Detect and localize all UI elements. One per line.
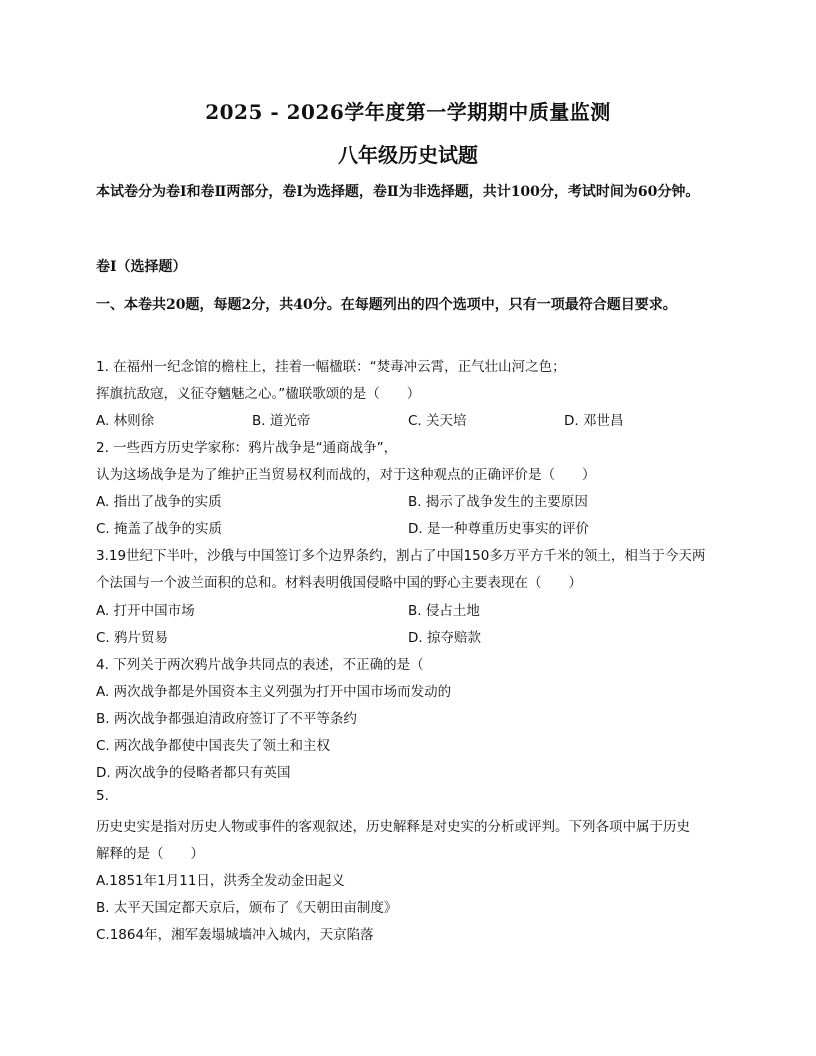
question-1-option-b: B. 道光帝 <box>252 413 311 429</box>
question-5-stem-line-1: 历史史实是指对历史人物或事件的客观叙述，历史解释是对史实的分析或评判。下列各项中属于历史 <box>96 819 690 835</box>
question-1-stem-line-2: 挥旗抗敌寇，义征夺魑魅之心。”楹联歌颂的是（ ） <box>96 386 421 402</box>
question-3-stem-line-1: 3.19世纪下半叶，沙俄与中国签订多个边界条约，割占了中国150多万平方千米的领土，相当于今天两 <box>96 548 706 564</box>
question-1-option-a: A. 林则徐 <box>96 413 155 429</box>
question-1-option-c: C. 关天培 <box>408 413 467 429</box>
question-5-number: 5. <box>96 788 109 804</box>
question-2-option-b: B. 揭示了战争发生的主要原因 <box>408 494 588 510</box>
question-4-option-b: B. 两次战争都强迫清政府签订了不平等条约 <box>96 711 357 727</box>
question-5-option-a: A.1851年1月11日，洪秀全发动金田起义 <box>96 873 345 889</box>
exam-intro: 本试卷分为卷Ⅰ和卷Ⅱ两部分，卷Ⅰ为选择题，卷Ⅱ为非选择题，共计100分，考试时间为60分钟。 <box>96 184 700 200</box>
question-2-option-a: A. 指出了战争的实质 <box>96 494 222 510</box>
question-4-stem-line-1: 4. 下列关于两次鸦片战争共同点的表述，不正确的是（ <box>96 657 424 673</box>
question-2-stem-line-1: 2. 一些西方历史学家称：鸦片战争是“通商战争”， <box>96 440 398 456</box>
exam-subtitle: 八年级历史试题 <box>338 143 478 167</box>
question-4-option-c: C. 两次战争都使中国丧失了领土和主权 <box>96 738 331 754</box>
question-1-option-d: D. 邓世昌 <box>564 413 624 429</box>
question-2-option-c: C. 掩盖了战争的实质 <box>96 521 223 537</box>
exam-title: 2025 - 2026学年度第一学期期中质量监测 <box>205 100 611 124</box>
section-instructions: 一、本卷共20题，每题2分，共40分。在每题列出的四个选项中，只有一项最符合题目要求。 <box>96 297 677 313</box>
question-5-stem-line-2: 解释的是（ ） <box>96 846 204 862</box>
question-3-option-b: B. 侵占土地 <box>408 603 480 619</box>
question-1-stem-line-1: 1. 在福州一纪念馆的檐柱上，挂着一幅楹联：“焚毒冲云霄，正气壮山河之色； <box>96 359 566 375</box>
question-3-option-a: A. 打开中国市场 <box>96 603 195 619</box>
question-4-option-a: A. 两次战争都是外国资本主义列强为打开中国市场而发动的 <box>96 684 452 700</box>
question-2-stem-line-2: 认为这场战争是为了维护正当贸易权利而战的，对于这种观点的正确评价是（ ） <box>96 467 596 483</box>
question-3-option-d: D. 掠夺赔款 <box>408 630 481 646</box>
section-title: 卷Ⅰ（选择题） <box>96 259 187 275</box>
question-4-option-d: D. 两次战争的侵略者都只有英国 <box>96 765 291 781</box>
question-5-option-b: B. 太平天国定都天京后，颁布了《天朝田亩制度》 <box>96 900 398 916</box>
question-5-option-c: C.1864年，湘军轰塌城墙冲入城内，天京陷落 <box>96 927 374 943</box>
question-3-stem-line-2: 个法国与一个波兰面积的总和。材料表明俄国侵略中国的野心主要表现在（ ） <box>96 575 582 591</box>
question-2-option-d: D. 是一种尊重历史事实的评价 <box>408 521 589 537</box>
question-3-option-c: C. 鸦片贸易 <box>96 630 169 646</box>
